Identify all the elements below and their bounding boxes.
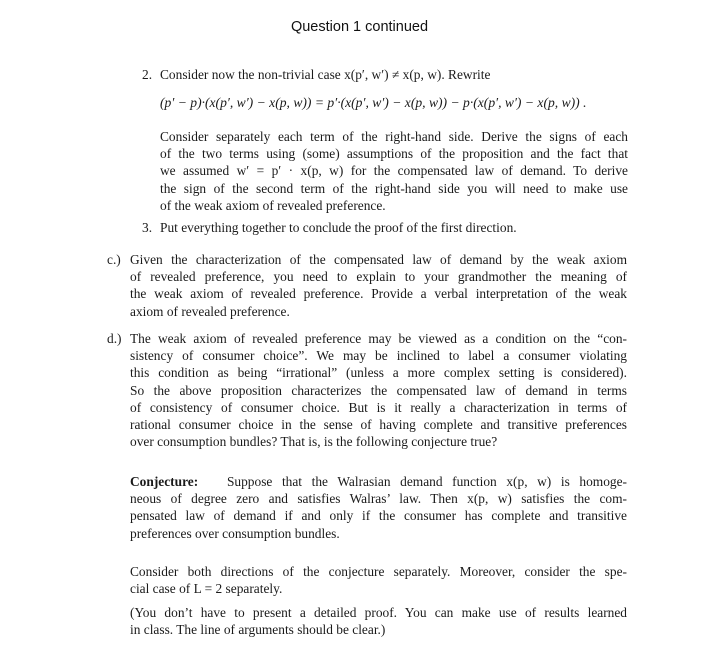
part-d-line: of consistency of consumer choice. But is it really a characterization in terms of xyxy=(130,399,627,415)
conjecture-line: Suppose that the Walrasian demand function x(p, w) is homoge- xyxy=(226,474,627,489)
note-line: (You don’t have to present a detailed proof. You can make use of results learned xyxy=(130,605,627,620)
part-c-line: axiom of revealed preference. xyxy=(130,303,290,319)
part-d-label: d.) xyxy=(107,331,122,346)
part-c-line: Given the characterization of the compensated law of demand by the weak axiom xyxy=(130,252,627,267)
item-2-number: 2. xyxy=(142,67,153,82)
item-2-paragraph xyxy=(160,128,628,214)
part-c-line: the weak axiom of revealed preference. Provide a verbal interpretation of the weak xyxy=(130,286,627,302)
consider-paragraph xyxy=(130,563,627,597)
part-d-line: The weak axiom of revealed preference may be viewed as a condition on the “con- xyxy=(130,331,627,346)
part-d-line: over consumption bundles? That is, is the following conjecture true? xyxy=(130,434,498,450)
part-d-line: rational consumer choice in the sense of having complete and transitive preferences xyxy=(130,417,627,433)
part-d-line: So the above proposition characterizes the compensated law of demand in terms xyxy=(130,382,627,398)
item-2-lead xyxy=(160,66,628,83)
note-paragraph xyxy=(130,604,627,638)
part-d-text xyxy=(130,330,627,450)
item-2-paragraph-line: we assumed w′ = p′ · x(p, w) for the compensated law of demand. To derive xyxy=(160,163,628,179)
item-2-lead-line: Consider now the non-trivial case x(p′, w′) ≠ x(p, w). Rewrite xyxy=(160,67,491,82)
item-2-paragraph-line: of the weak axiom of revealed preference. xyxy=(160,197,386,213)
part-c-label: c.) xyxy=(107,252,121,267)
item-2-formula: (p′ − p)·(x(p′, w′) − x(p, w)) = p′·(x(p′, w′) − x(p, w)) − p·(x(p′, w′) − x(p, w)) . xyxy=(160,95,587,110)
conjecture-line: pensated law of demand if and only if the consumer has complete and transitive xyxy=(130,508,627,524)
note-line: in class. The line of arguments should be clear.) xyxy=(130,622,386,638)
conjecture-label: Conjecture: xyxy=(130,474,199,489)
part-c-text xyxy=(130,251,627,320)
page-title: Question 1 continued xyxy=(290,19,429,35)
conjecture xyxy=(130,473,627,542)
conjecture-line: neous of degree zero and satisfies Walras’ law. Then x(p, w) satisfies the com- xyxy=(130,491,627,507)
item-2-paragraph-line: the sign of the second term of the right-hand side you will need to make use xyxy=(160,180,628,196)
item-2-paragraph-line: Consider separately each term of the right-hand side. Derive the signs of each xyxy=(160,129,628,144)
consider-line: cial case of L = 2 separately. xyxy=(130,581,283,597)
part-d-line: this condition as being “irrational” (unless a more complex setting is considered). xyxy=(130,365,627,381)
part-c-line: of revealed preference, you need to explain to your grandmother the meaning of xyxy=(130,269,627,285)
part-d-line: sistency of consumer choice”. We may be inclined to label a consumer violating xyxy=(130,348,627,364)
item-3-number: 3. xyxy=(142,220,153,235)
conjecture-line: preferences over consumption bundles. xyxy=(130,525,340,541)
item-2-paragraph-line: of the two terms using (some) assumptions of the proposition and the fact that xyxy=(160,146,628,162)
consider-line: Consider both directions of the conjecture separately. Moreover, consider the spe- xyxy=(130,564,627,579)
item-3-text: Put everything together to conclude the proof of the first direction. xyxy=(160,220,517,235)
